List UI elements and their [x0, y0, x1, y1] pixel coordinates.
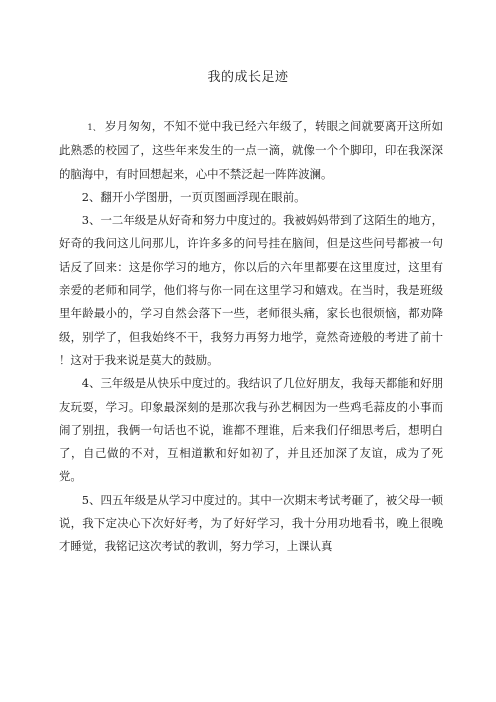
paragraph-1 [59, 115, 443, 186]
paragraph-2-number: 2、 [81, 189, 101, 204]
paragraph-3 [59, 209, 443, 372]
paragraph-5-text: 四五年级是从学习中度过的。其中一次期末考试考砸了，被父母一顿说，我下定决心下次好好考，为了好好学习，我十分用功地看书，晚上很晚才睡觉，我铭记这次考试的教训，努力学习，上课认真 [59, 492, 443, 554]
paragraph-2-text: 翻开小学图册，一页页图画浮现在眼前。 [100, 189, 306, 204]
document-body [59, 115, 443, 559]
paragraph-4 [59, 372, 443, 488]
paragraph-4-text: 三年级是从快乐中度过的。我结识了几位好朋友，我每天都能和好朋友玩耍，学习。印象最深刻的是那次我与孙艺桐因为一些鸡毛蒜皮的小事而闹了别扭，我俩一句话也不说，谁都不理谁，后来我们仔细思考后，想明白了，自己做的不对，互相道歉和好如初了，并且还加深了友谊，成为了死党。 [59, 376, 443, 484]
paragraph-4-number: 4、 [81, 376, 101, 391]
paragraph-3-text: 一二年级是从好奇和努力中度过的。我被妈妈带到了这陌生的地方，好奇的我问这儿问那儿，许许多多的问号挂在脑间，但是这些问号都被一句话反了回来：这是你学习的地方，你以后的六年里都要在这里度过，这里有亲爱的老师和同学，他们将与你一同在这里学习和嬉戏。在当时，我是班级里年龄最小的，学习自然会落下一些，老师很头痛，家长也很烦恼，都劝降级，别学了，但我始终不干，我努力再努力地学，竟然奇迹般的考进了前十 ！这对于我来说是莫大的鼓励。 [59, 213, 443, 367]
paragraph-3-number: 3、 [81, 213, 101, 228]
paragraph-1-text: 岁月匆匆，不知不觉中我已经六年级了，转眼之间就要离开这所如此熟悉的校园了，这些年来发生的一点一滴，就像一个个脚印，印在我深深的脑海中，有时回想起来，心中不禁泛起一阵阵波澜。 [59, 119, 443, 181]
paragraph-1-number: 1、 [87, 123, 102, 132]
document-title: 我的成长足迹 [207, 70, 289, 85]
paragraph-5-number: 5、 [81, 492, 101, 507]
paragraph-2 [59, 186, 443, 209]
paragraph-5 [59, 489, 443, 559]
